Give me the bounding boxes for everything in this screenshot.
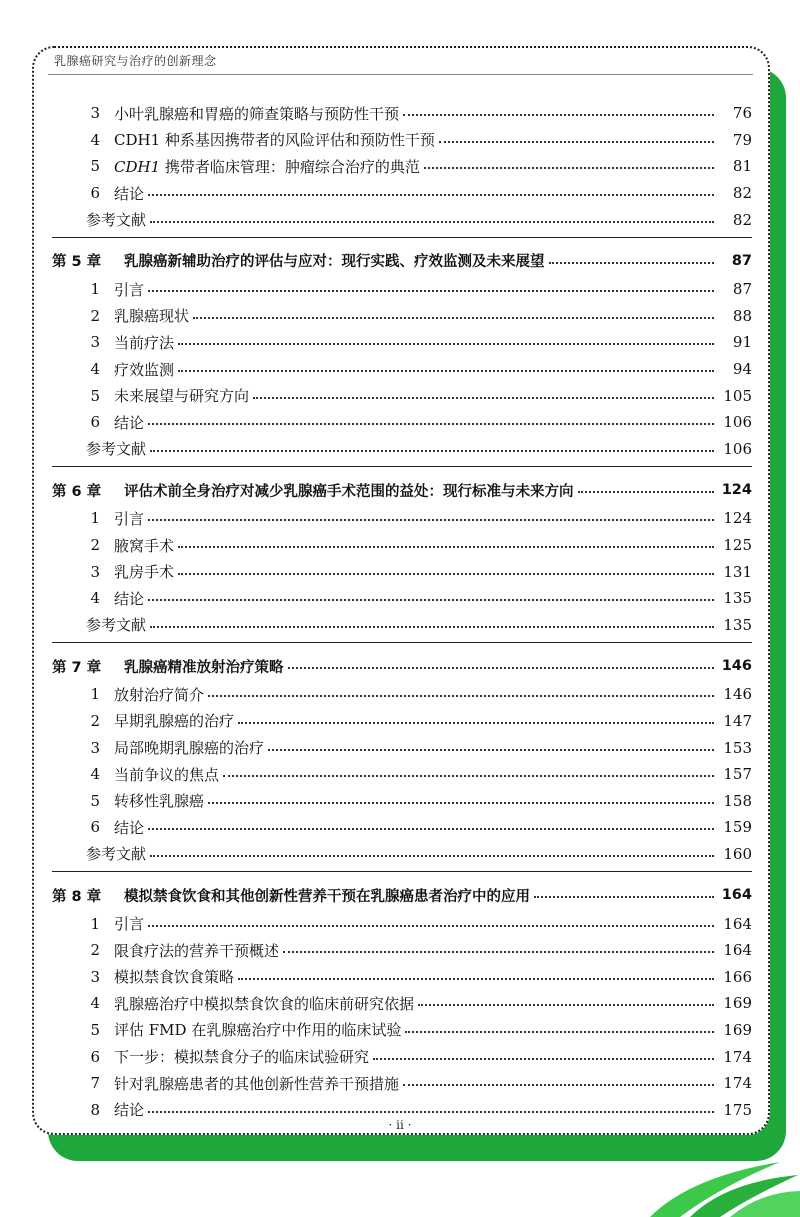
entry-number: 1 [90,685,100,704]
leader-dots [238,722,714,724]
entry-title: 放射治疗简介 [114,685,205,704]
toc-entry [52,303,752,330]
leader-dots [150,221,714,223]
entry-title: 未来展望与研究方向 [114,387,250,406]
entry-page: 131 [723,562,752,581]
leader-dots [238,978,714,980]
leader-dots [424,167,714,169]
header-rule [48,74,753,75]
entry-title: 结论 [114,589,145,608]
toc-entry [52,708,752,735]
entry-number: 5 [90,1020,100,1039]
entry-page: 82 [732,184,752,203]
entry-title: 参考文献 [86,616,147,635]
chapter-label: 第 7 章 [52,659,102,676]
leader-dots [549,262,715,264]
entry-title: 结论 [114,413,145,432]
entry-page: 164 [723,914,752,933]
entry-number: 1 [90,280,100,299]
entry-number: 6 [90,818,100,837]
entry-page: 146 [723,685,752,704]
entry-number: 3 [90,562,100,581]
entry-title: 腋窝手术 [114,536,175,555]
entry-number: 5 [90,157,100,176]
entry-page: 82 [732,210,752,229]
entry-page: 81 [732,157,752,176]
leader-dots [148,194,714,196]
chapter-page: 164 [721,887,752,904]
entry-title: 结论 [114,184,145,203]
toc-entry [52,505,752,532]
leader-dots [178,370,714,372]
entry-title: 乳房手术 [114,563,175,582]
entry-number: 2 [90,306,100,325]
leader-dots [150,855,714,857]
leader-dots [373,1058,714,1060]
toc-entry [52,382,752,409]
toc-entry [52,1070,752,1097]
leader-dots [178,573,714,575]
entry-number: 2 [90,941,100,960]
entry-page: 106 [723,413,752,432]
chapter-heading [52,475,752,505]
toc-entry [52,558,752,585]
toc-entry [52,1017,752,1044]
entry-number: 3 [90,333,100,352]
leader-dots [148,925,714,927]
leader-dots [578,491,715,493]
entry-page: 159 [723,818,752,837]
entry-number: 4 [90,360,100,379]
toc-entry [52,532,752,559]
toc-entry [52,990,752,1017]
chapter-label: 第 6 章 [52,483,102,500]
chapter-title: 乳腺癌新辅助治疗的评估与应对：现行实践、疗效监测及未来展望 [124,254,545,271]
entry-number: 2 [90,711,100,730]
chapter-page: 124 [721,482,752,499]
chapter-title: 模拟禁食饮食和其他创新性营养干预在乳腺癌患者治疗中的应用 [124,888,530,905]
leader-dots [439,141,714,143]
entry-page: 147 [723,711,752,730]
leader-dots [534,896,714,898]
leader-dots [403,1084,714,1086]
entry-number: 8 [90,1100,100,1119]
entry-title: 参考文献 [86,211,147,230]
entry-title: CDH1 种系基因携带者的风险评估和预防性干预 [114,131,435,150]
entry-page: 157 [723,765,752,784]
table-of-contents [52,100,752,1123]
entry-page: 166 [723,967,752,986]
entry-page: 87 [732,280,752,299]
toc-entry [52,409,752,436]
entry-page: 164 [723,941,752,960]
entry-title: 引言 [114,915,145,934]
entry-number: 7 [90,1074,100,1093]
leader-dots [208,802,714,804]
entry-page: 153 [723,738,752,757]
chapter-label: 第 8 章 [52,888,102,905]
entry-number: 1 [90,914,100,933]
entry-title: 参考文献 [86,440,147,459]
entry-number: 3 [90,967,100,986]
entry-page: 106 [723,439,752,458]
entry-number: 1 [90,509,100,528]
toc-entry [52,153,752,180]
leader-dots [148,1111,714,1113]
toc-entry [52,963,752,990]
reference-entry [52,436,752,463]
entry-page: 91 [732,333,752,352]
leader-dots [193,317,714,319]
entry-title: CDH1 携带者临床管理：肿瘤综合治疗的典范 [114,157,420,176]
leader-dots [405,1031,714,1033]
entry-title: 结论 [114,818,145,837]
chapter-heading [52,246,752,276]
leader-dots [148,519,714,521]
entry-title: 结论 [114,1101,145,1120]
entry-title: 乳腺癌现状 [114,307,190,326]
chapter-rule [52,642,752,643]
reference-entry [52,841,752,868]
entry-page: 124 [723,509,752,528]
chapter-rule [52,237,752,238]
leader-dots [148,599,714,601]
entry-page: 88 [732,306,752,325]
leader-dots [418,1004,714,1006]
toc-entry [52,127,752,154]
entry-page: 94 [732,360,752,379]
entry-page: 169 [723,1020,752,1039]
entry-page: 175 [723,1100,752,1119]
leader-dots [268,749,714,751]
chapter-title: 乳腺癌精准放射治疗策略 [124,659,284,676]
leader-dots [288,667,715,669]
entry-number: 6 [90,413,100,432]
entry-page: 76 [732,104,752,123]
chapter-page: 87 [731,252,752,269]
toc-entry [52,681,752,708]
entry-number: 4 [90,994,100,1013]
entry-title: 当前争议的焦点 [114,765,220,784]
leader-dots [283,951,714,953]
leader-dots [178,343,714,345]
toc-entry [52,734,752,761]
leader-dots [150,626,714,628]
running-head: 乳腺癌研究与治疗的创新理念 [54,54,217,68]
reference-entry [52,612,752,639]
chapter-rule [52,466,752,467]
entry-page: 174 [723,1074,752,1093]
entry-page: 169 [723,994,752,1013]
toc-entry [52,814,752,841]
toc-entry [52,1043,752,1070]
entry-number: 5 [90,791,100,810]
leader-dots [208,695,714,697]
entry-number: 4 [90,765,100,784]
entry-title: 早期乳腺癌的治疗 [114,712,235,731]
leader-dots [223,775,714,777]
entry-title: 针对乳腺癌患者的其他创新性营养干预措施 [114,1074,400,1093]
toc-entry [52,937,752,964]
entry-title: 小叶乳腺癌和胃癌的筛查策略与预防性干预 [114,104,400,123]
toc-entry [52,585,752,612]
entry-title: 转移性乳腺癌 [114,792,205,811]
page-number: · ii · [388,1118,412,1132]
leader-dots [148,828,714,830]
entry-page: 135 [723,589,752,608]
entry-number: 3 [90,738,100,757]
entry-number: 3 [90,104,100,123]
entry-page: 125 [723,536,752,555]
entry-page: 158 [723,791,752,810]
toc-entry [52,787,752,814]
entry-page: 160 [723,844,752,863]
entry-title: 乳腺癌治疗中模拟禁食饮食的临床前研究依据 [114,994,415,1013]
entry-page: 105 [723,386,752,405]
entry-page: 174 [723,1047,752,1066]
leader-dots [403,114,714,116]
entry-title: 局部晚期乳腺癌的治疗 [114,739,265,758]
entry-page: 135 [723,615,752,634]
leader-dots [150,450,714,452]
entry-number: 5 [90,386,100,405]
reference-entry [52,206,752,233]
toc-entry [52,100,752,127]
entry-number: 6 [90,184,100,203]
leader-dots [148,423,714,425]
entry-title: 引言 [114,280,145,299]
toc-entry [52,910,752,937]
entry-number: 6 [90,1047,100,1066]
entry-number: 2 [90,536,100,555]
chapter-rule [52,871,752,872]
entry-number: 4 [90,589,100,608]
toc-entry [52,356,752,383]
entry-title: 模拟禁食饮食策略 [114,968,235,987]
entry-number: 4 [90,130,100,149]
toc-entry [52,276,752,303]
leaf-decoration [630,1157,800,1217]
entry-title: 疗效监测 [114,360,175,379]
entry-title: 限食疗法的营养干预概述 [114,941,280,960]
entry-page: 79 [732,130,752,149]
leader-dots [253,397,714,399]
leader-dots [178,546,714,548]
chapter-page: 146 [721,658,752,675]
chapter-label: 第 5 章 [52,254,102,271]
chapter-title: 评估术前全身治疗对减少乳腺癌手术范围的益处：现行标准与未来方向 [124,483,574,500]
leader-dots [148,290,714,292]
entry-title: 引言 [114,509,145,528]
entry-title: 下一步：模拟禁食分子的临床试验研究 [114,1048,370,1067]
toc-entry [52,180,752,207]
toc-entry [52,761,752,788]
entry-title: 评估 FMD 在乳腺癌治疗中作用的临床试验 [114,1021,402,1040]
toc-entry [52,329,752,356]
entry-title: 当前疗法 [114,333,175,352]
chapter-heading [52,651,752,681]
entry-title: 参考文献 [86,845,147,864]
chapter-heading [52,880,752,910]
